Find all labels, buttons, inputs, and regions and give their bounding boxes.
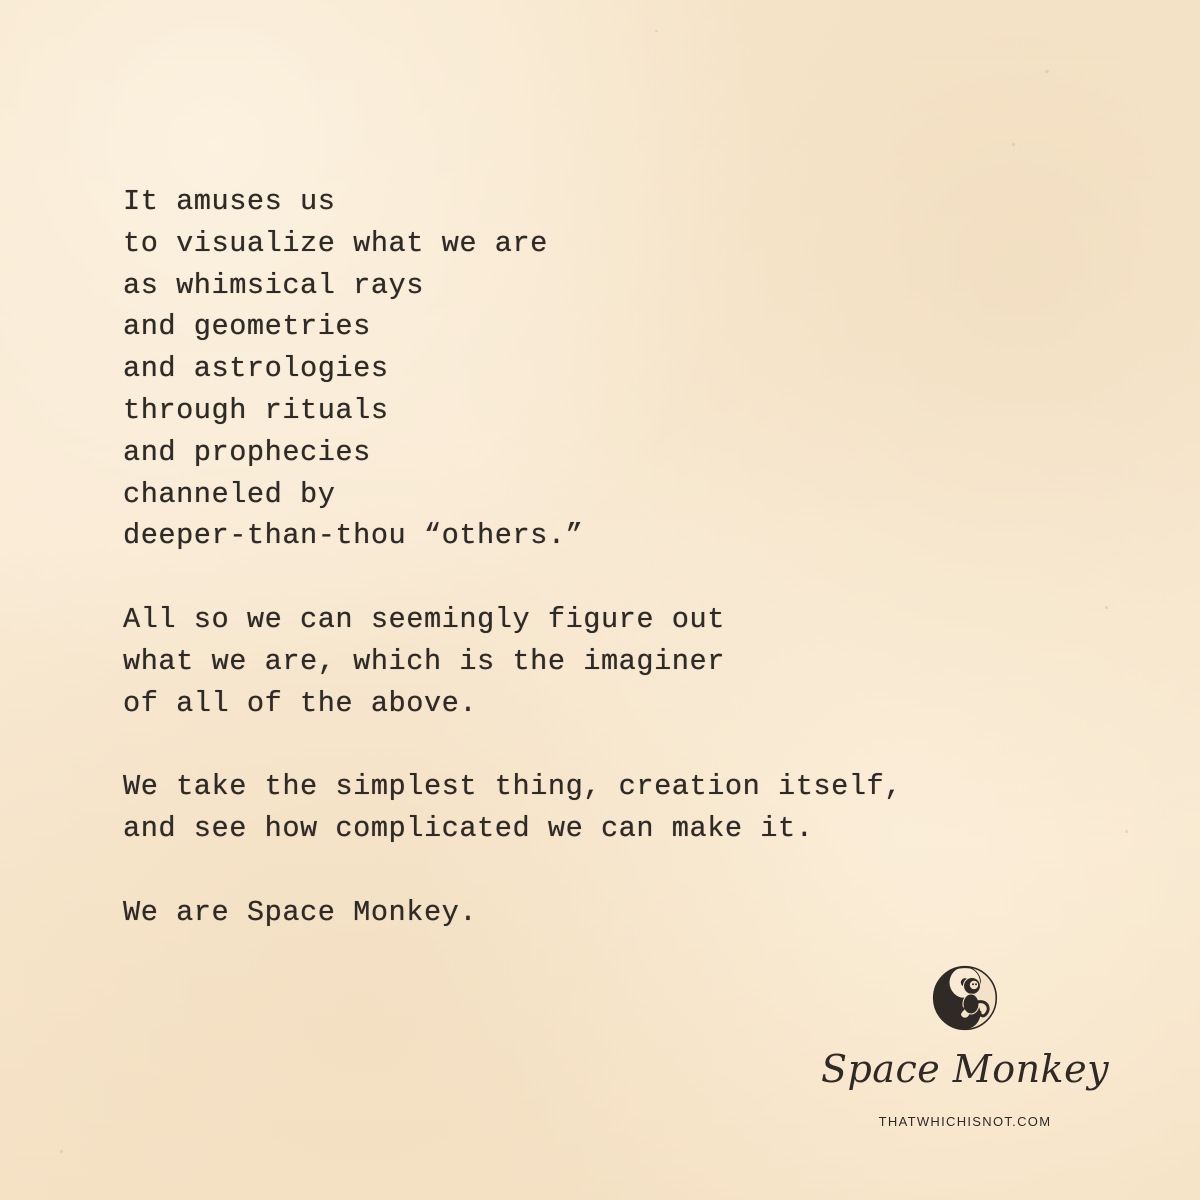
space-monkey-logo [810, 960, 1120, 1140]
poem-stanza-3 [123, 766, 902, 850]
poem-line: and astrologies [123, 352, 389, 386]
paper-speck [1105, 606, 1108, 609]
poem-line: and prophecies [123, 435, 371, 469]
poem-line: of all of the above. [123, 686, 478, 720]
poem-line: what we are, which is the imaginer [123, 644, 725, 678]
poem-line: through rituals [123, 393, 389, 427]
poem-stanza-1 [123, 181, 902, 557]
space-monkey-wordmark [810, 1038, 1120, 1098]
poem-line: to visualize what we are [123, 226, 548, 260]
poem-stanza-2 [123, 599, 902, 724]
paper-speck [1045, 70, 1049, 73]
paper-speck [60, 1150, 63, 1153]
poem-line: deeper-than-thou “others.” [123, 519, 584, 553]
poem-signature-line: We are Space Monkey. [123, 895, 478, 929]
poem-text [123, 181, 902, 933]
poem-line: channeled by [123, 477, 336, 511]
poem-line: as whimsical rays [123, 268, 424, 302]
poem-line: and see how complicated we can make it. [123, 811, 814, 845]
poem-line: It amuses us [123, 185, 336, 218]
wordmark-text: Space Monkey [820, 1047, 1110, 1091]
poem-stanza-4 [123, 892, 902, 934]
paper-speck [655, 30, 658, 32]
paper-speck [1012, 143, 1015, 146]
monkey-yin-yang-icon [931, 964, 999, 1032]
poem-line: and geometries [123, 310, 371, 344]
website-url: THATWHICHISNOT.COM [878, 1114, 1052, 1129]
poem-line: All so we can seemingly figure out [123, 602, 725, 636]
poem-line: We take the simplest thing, creation itself, [123, 770, 902, 804]
paper-speck [1125, 830, 1128, 833]
